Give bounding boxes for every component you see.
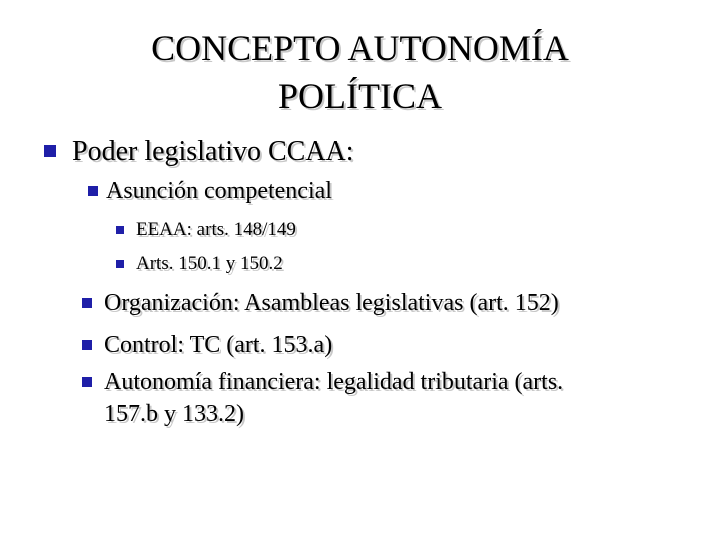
bullet-level-3-item-1: EEAA: arts. 148/149 [136,219,296,240]
square-bullet-icon [82,377,92,387]
square-bullet-icon [116,260,124,268]
slide-title-line-1: CONCEPTO AUTONOMÍA [151,28,569,68]
square-bullet-icon [82,298,92,308]
bullet-level-3-item-2: Arts. 150.1 y 150.2 [136,253,283,274]
square-bullet-icon [88,186,98,196]
bullet-level-2: Asunción competencial [106,178,332,204]
square-bullet-icon [116,226,124,234]
bullet-main-item-1: Organización: Asambleas legislativas (art. 152) [104,290,559,316]
bullet-main-item-3-line-1: Autonomía financiera: legalidad tributaria (arts. [104,369,564,395]
bullet-level-1: Poder legislativo CCAA: [72,136,354,167]
slide-title-line-2: POLÍTICA [278,76,442,116]
square-bullet-icon [44,145,56,157]
bullet-main-item-2: Control: TC (art. 153.a) [104,332,333,358]
bullet-main-item-3-line-2: 157.b y 133.2) [104,401,244,427]
square-bullet-icon [82,340,92,350]
